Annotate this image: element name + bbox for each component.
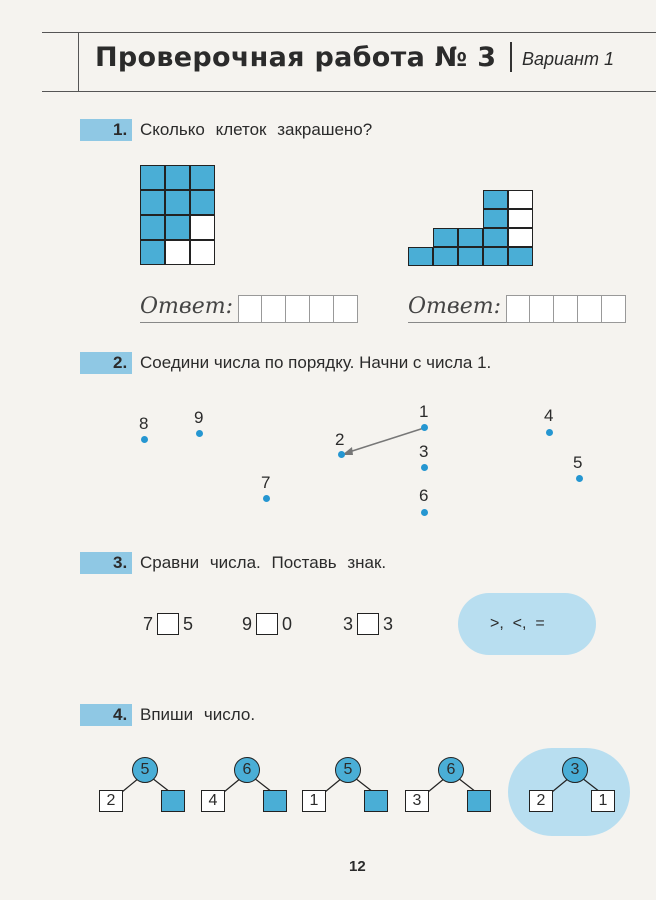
- number-tree: [299, 758, 409, 818]
- point-dot[interactable]: [546, 429, 553, 436]
- tree-left-number: 3: [405, 790, 429, 812]
- task4-number: 4.: [113, 705, 128, 724]
- point-dot[interactable]: [421, 464, 428, 471]
- tree-left-number: 2: [529, 790, 553, 812]
- signs-hint: >, <, =: [490, 615, 545, 632]
- tree-top-number: 5: [132, 757, 158, 783]
- number-tree: [402, 758, 512, 818]
- compare-right: 5: [183, 613, 194, 634]
- task3-number: 3.: [113, 553, 128, 572]
- task1-number: 1.: [113, 120, 128, 139]
- tree-top-number: 3: [562, 757, 588, 783]
- tree-answer-box[interactable]: [263, 790, 287, 812]
- page-title: Проверочная работа № 3: [95, 42, 497, 73]
- compare-left: 9: [242, 613, 253, 634]
- point-dot[interactable]: [421, 509, 428, 516]
- point-label: 4: [544, 406, 554, 425]
- task2-number: 2.: [113, 353, 128, 372]
- tree-left-number: 4: [201, 790, 225, 812]
- point-dot[interactable]: [576, 475, 583, 482]
- number-tree: [96, 758, 206, 818]
- compare-left: 7: [143, 613, 154, 634]
- answer-label: Ответ:: [408, 294, 506, 323]
- point-label: 9: [194, 408, 204, 427]
- point-dot[interactable]: [196, 430, 203, 437]
- tree-top-number: 6: [438, 757, 464, 783]
- tree-answer-box[interactable]: [467, 790, 491, 812]
- point-dot[interactable]: [421, 424, 428, 431]
- tree-top-number: 6: [234, 757, 260, 783]
- point-label: 8: [139, 414, 149, 433]
- point-label: 6: [419, 486, 429, 505]
- point-label: 7: [261, 473, 271, 492]
- page-number: 12: [349, 858, 366, 875]
- compare-item: [242, 613, 292, 635]
- sign-box[interactable]: [256, 613, 278, 635]
- task1-text: Сколько клеток закрашено?: [140, 120, 373, 139]
- sign-box[interactable]: [157, 613, 179, 635]
- number-tree: [198, 758, 308, 818]
- point-label: 2: [335, 430, 345, 449]
- sign-box[interactable]: [357, 613, 379, 635]
- tree-answer-box[interactable]: [364, 790, 388, 812]
- tree-answer-box[interactable]: [161, 790, 185, 812]
- compare-left: 3: [343, 613, 354, 634]
- point-dot[interactable]: [338, 451, 345, 458]
- task4-text: Впиши число.: [140, 705, 256, 724]
- task2-text: Соедини числа по порядку. Начни с числа 1.: [140, 353, 492, 372]
- point-label: 1: [419, 402, 429, 421]
- point-dot[interactable]: [141, 436, 148, 443]
- point-dot[interactable]: [263, 495, 270, 502]
- answer-label: Ответ:: [140, 294, 238, 323]
- tree-top-number: 5: [335, 757, 361, 783]
- tree-left-number: 1: [302, 790, 326, 812]
- point-label: 3: [419, 442, 429, 461]
- tree-right-number: 1: [591, 790, 615, 812]
- compare-item: [343, 613, 393, 635]
- number-tree: [526, 758, 636, 818]
- variant-label: Вариант 1: [522, 49, 614, 69]
- point-label: 5: [573, 453, 583, 472]
- compare-item: [143, 613, 193, 635]
- compare-right: 0: [282, 613, 293, 634]
- task3-text: Сравни числа. Поставь знак.: [140, 553, 387, 572]
- tree-left-number: 2: [99, 790, 123, 812]
- compare-right: 3: [383, 613, 394, 634]
